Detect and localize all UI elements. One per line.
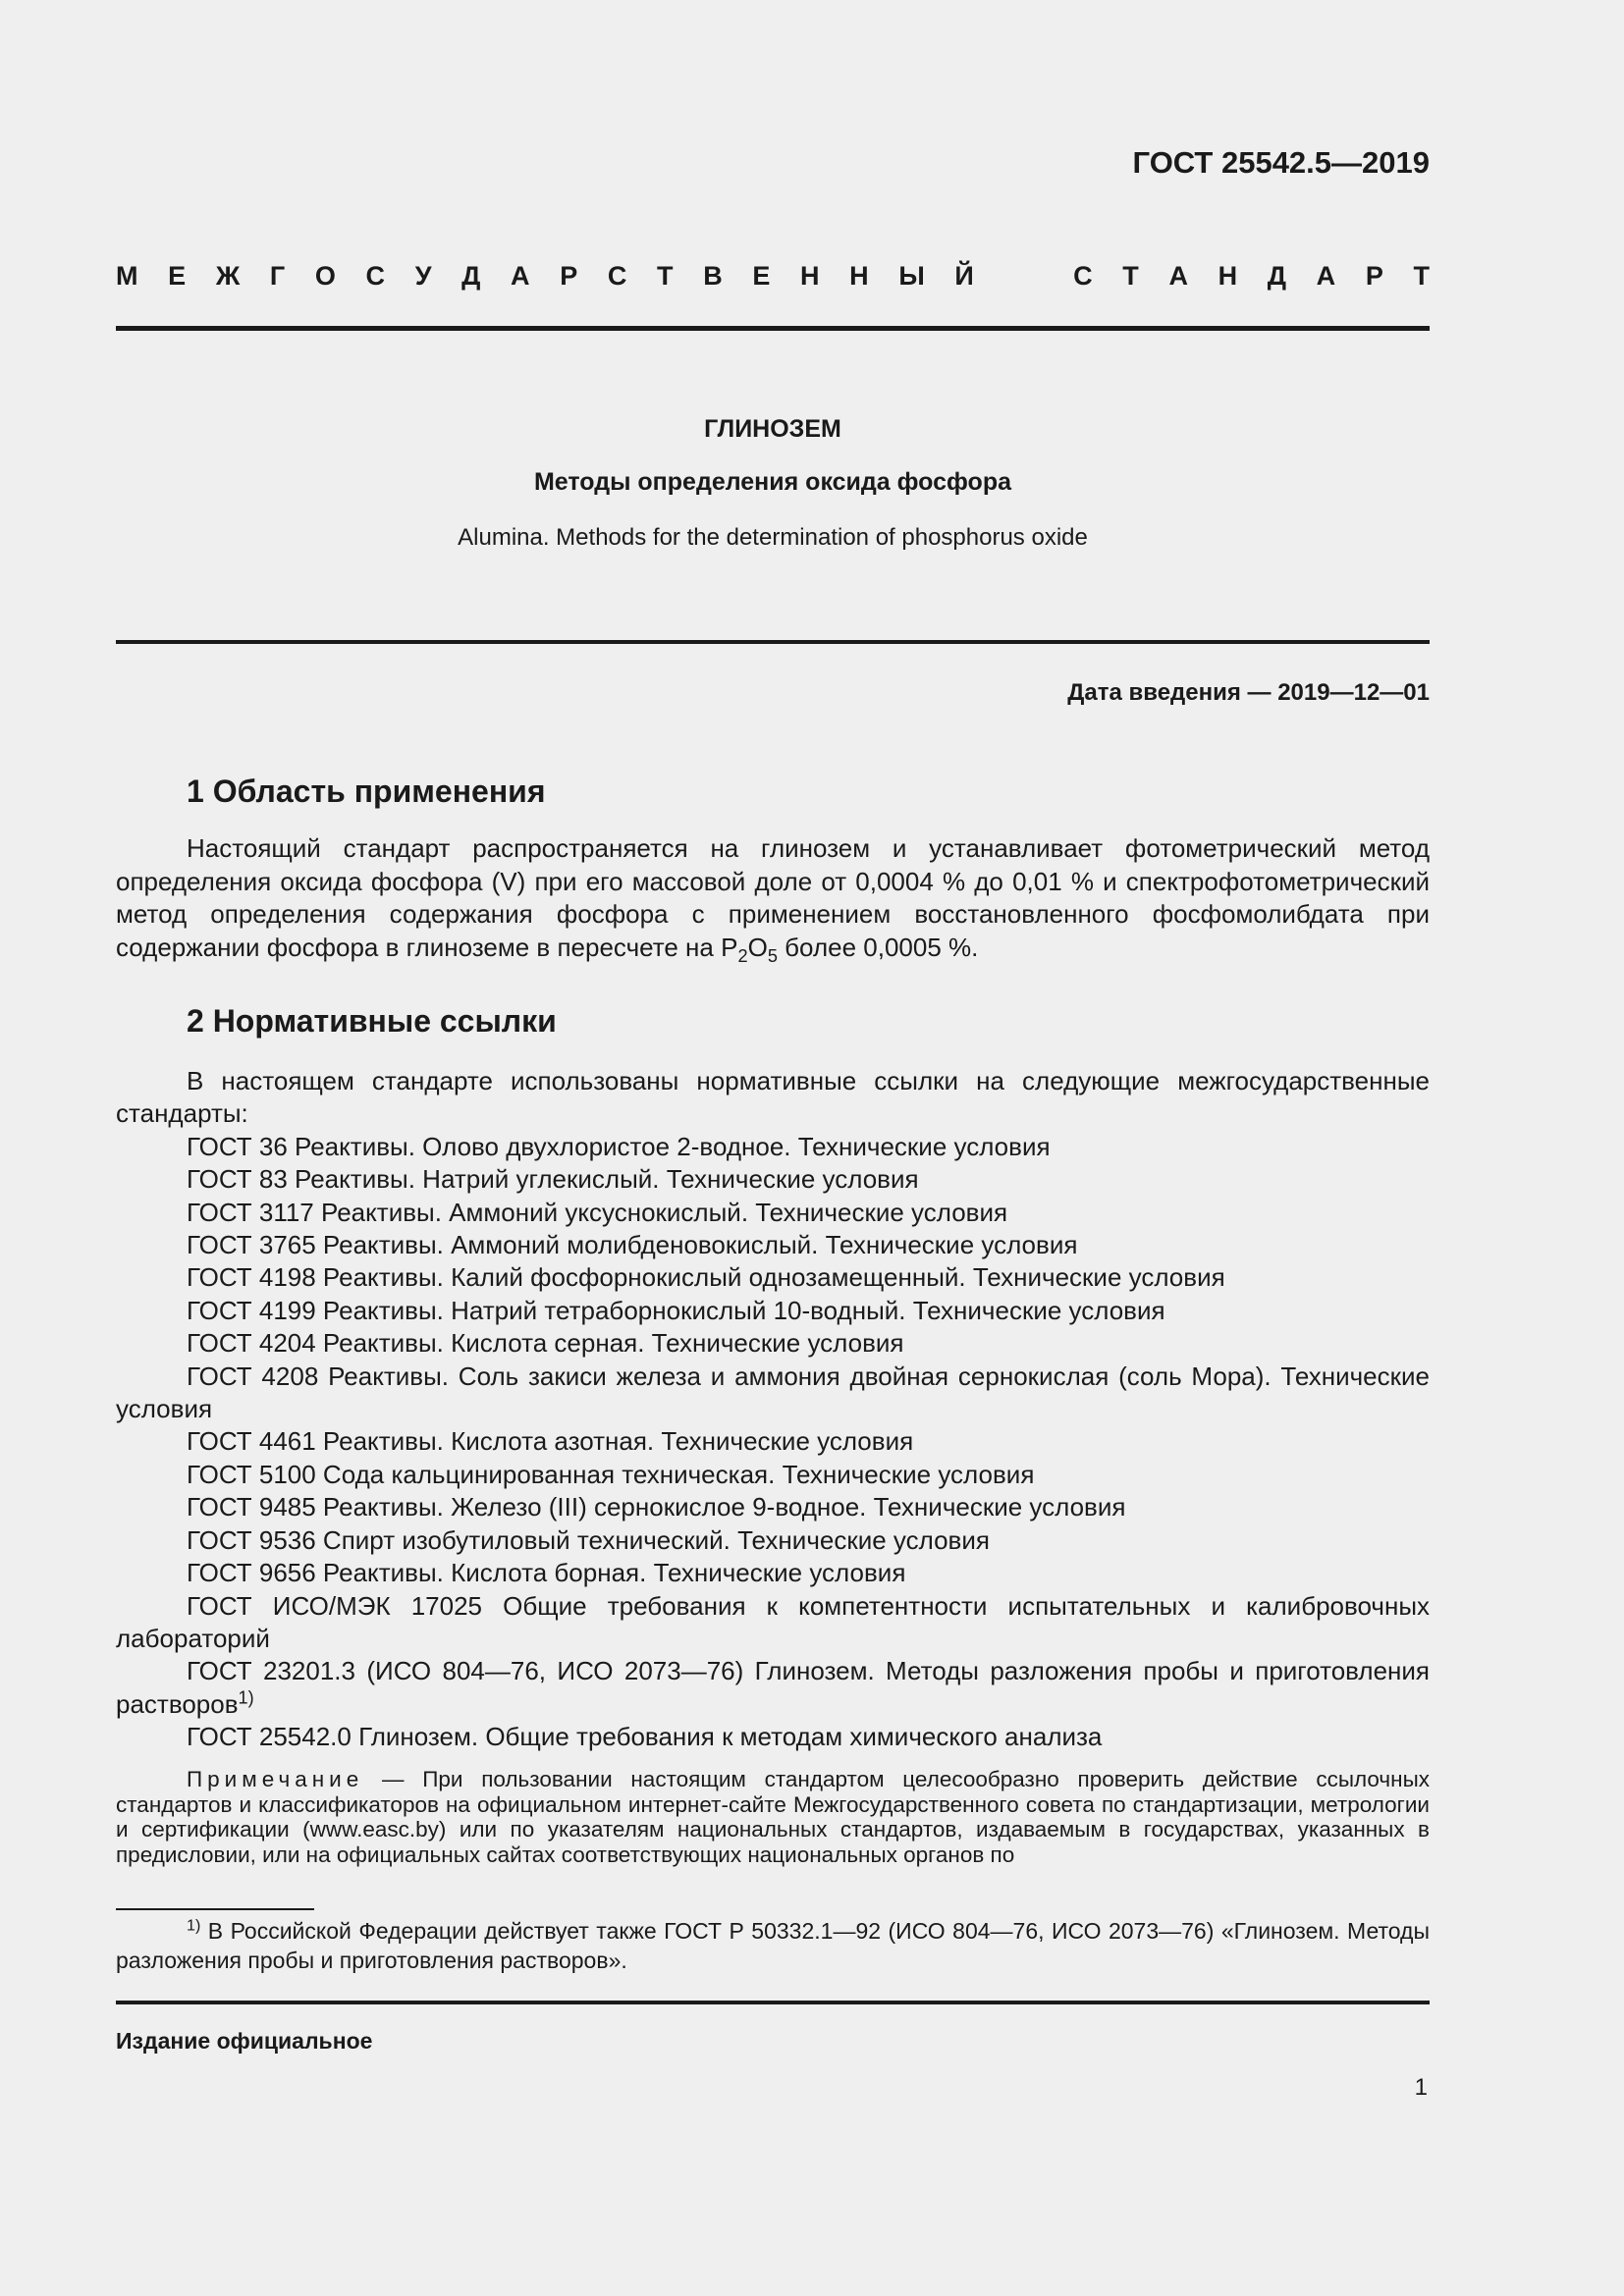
heading-letter: Й bbox=[954, 261, 974, 291]
footnote-mark: 1) bbox=[187, 1916, 201, 1935]
section-2-heading: 2 Нормативные ссылки bbox=[187, 1003, 557, 1039]
heading-letter: Е bbox=[752, 261, 771, 291]
reference-item: ГОСТ 9485 Реактивы. Железо (III) сернокислое 9-водное. Технические условия bbox=[187, 1492, 1126, 1522]
heading-letter: Ж bbox=[215, 261, 241, 291]
reference-item: ГОСТ 9656 Реактивы. Кислота борная. Технические условия bbox=[187, 1558, 906, 1588]
heading-letter: Н bbox=[1218, 261, 1238, 291]
reference-item: ГОСТ 25542.0 Глинозем. Общие требования к методам химического анализа bbox=[187, 1722, 1103, 1752]
header-rule bbox=[116, 326, 1430, 331]
introduction-date: Дата введения — 2019—12—01 bbox=[1067, 679, 1430, 706]
section-1-text: Настоящий стандарт распространяется на глинозем и устанавливает фотометрический метод определения оксида фосфора (V) при его массовой доле от 0,0004 % до 0,01 % и спектрофотометрический метод определения содержания фосфора с применением восстановленного фосфомолибдата при содержании фосфора в глиноземе в пересчете на P bbox=[116, 833, 1430, 962]
reference-item bbox=[116, 1655, 1430, 1721]
reference-23201-text: ГОСТ 23201.3 (ИСО 804—76, ИСО 2073—76) Глинозем. Методы разложения пробы и приготовления растворов bbox=[116, 1656, 1430, 1719]
gost-number: ГОСТ 25542.5—2019 bbox=[1132, 145, 1430, 180]
normative-references bbox=[116, 1065, 1430, 1754]
interstate-standard-heading bbox=[116, 261, 1430, 292]
heading-letter: А bbox=[1168, 261, 1188, 291]
heading-letter: М bbox=[116, 261, 138, 291]
section-1-paragraph bbox=[116, 832, 1430, 964]
heading-letter: Д bbox=[1267, 261, 1287, 291]
section-1-heading: 1 Область применения bbox=[187, 774, 546, 809]
heading-letter: С bbox=[1073, 261, 1093, 291]
reference-item: ГОСТ 3765 Реактивы. Аммоний молибденовокислый. Технические условия bbox=[187, 1230, 1078, 1260]
reference-item: ГОСТ 83 Реактивы. Натрий углекислый. Технические условия bbox=[187, 1164, 919, 1195]
footer-rule bbox=[116, 2001, 1430, 2004]
document-title: ГЛИНОЗЕМ bbox=[704, 415, 841, 443]
note-text: — При пользовании настоящим стандартом целесообразно проверить действие ссылочных стандартов и классификаторов на официальном интернет-сайте Межгосударственного совета по стандартизации, метрологии и сертификации (www.easc.by) или по указателям национальных стандартов, издаваемым в государствах, указанных в предисловии, или на официальных сайтах соответствующих национальных органов по bbox=[116, 1767, 1430, 1867]
heading-letter: С bbox=[365, 261, 386, 291]
heading-letter bbox=[1003, 261, 1043, 292]
note-label: Примечание bbox=[187, 1767, 364, 1791]
heading-letter: Е bbox=[168, 261, 187, 291]
heading-letter: Р bbox=[560, 261, 578, 291]
heading-letter: Ы bbox=[898, 261, 925, 291]
footnote-rule bbox=[116, 1908, 314, 1910]
footnote-text: В Российской Федерации действует также ГОСТ Р 50332.1—92 (ИСО 804—76, ИСО 2073—76) «Глинозем. Методы разложения пробы и приготовления растворов». bbox=[116, 1918, 1430, 1973]
page-number: 1 bbox=[1414, 2074, 1428, 2101]
formula-subscript-5: 5 bbox=[767, 945, 778, 966]
heading-letter: Н bbox=[800, 261, 820, 291]
reference-item: ГОСТ 5100 Сода кальцинированная техническая. Технические условия bbox=[187, 1459, 1035, 1489]
title-rule bbox=[116, 640, 1430, 644]
heading-letter: Т bbox=[1122, 261, 1139, 291]
reference-item: ГОСТ 4208 Реактивы. Соль закиси железа и аммония двойная сернокислая (соль Мора). Технические условия bbox=[116, 1361, 1430, 1424]
reference-item: ГОСТ 36 Реактивы. Олово двухлористое 2-водное. Технические условия bbox=[187, 1131, 1051, 1161]
heading-letter: Д bbox=[461, 261, 481, 291]
reference-item: ГОСТ 4198 Реактивы. Калий фосфорнокислый однозамещенный. Технические условия bbox=[187, 1262, 1225, 1293]
heading-letter: О bbox=[314, 261, 336, 291]
heading-letter: Т bbox=[657, 261, 674, 291]
heading-letter: В bbox=[703, 261, 723, 291]
heading-letter: Н bbox=[849, 261, 869, 291]
heading-letter: С bbox=[607, 261, 627, 291]
formula-subscript-2: 2 bbox=[737, 945, 748, 966]
heading-letter: Г bbox=[269, 261, 286, 291]
section-1-text-end: более 0,0005 %. bbox=[777, 932, 979, 962]
heading-letter: А bbox=[511, 261, 530, 291]
reference-list bbox=[116, 1131, 1430, 1656]
heading-letter: Р bbox=[1365, 261, 1383, 291]
document-title-english: Alumina. Methods for the determination of phosphorus oxide bbox=[458, 524, 1088, 551]
heading-letter: А bbox=[1316, 261, 1336, 291]
footnote bbox=[116, 1916, 1430, 1975]
heading-letter: У bbox=[414, 261, 432, 291]
footnote-marker: 1) bbox=[238, 1687, 254, 1708]
reference-item: ГОСТ 4199 Реактивы. Натрий тетраборнокислый 10-водный. Технические условия bbox=[187, 1295, 1165, 1325]
reference-item: ГОСТ 3117 Реактивы. Аммоний уксуснокислый. Технические условия bbox=[187, 1197, 1008, 1227]
reference-item: ГОСТ ИСО/МЭК 17025 Общие требования к компетентности испытательных и калибровочных лабораторий bbox=[116, 1590, 1430, 1653]
reference-item: ГОСТ 4461 Реактивы. Кислота азотная. Технические условия bbox=[187, 1426, 914, 1457]
document-subtitle: Методы определения оксида фосфора bbox=[533, 468, 1012, 496]
reference-item: ГОСТ 4204 Реактивы. Кислота серная. Технические условия bbox=[187, 1328, 904, 1359]
reference-item: ГОСТ 9536 Спирт изобутиловый технический. Технические условия bbox=[187, 1524, 990, 1555]
references-intro: В настоящем стандарте использованы нормативные ссылки на следующие межгосударственные стандарты: bbox=[116, 1066, 1430, 1129]
note-paragraph bbox=[116, 1767, 1430, 1867]
edition-label: Издание официальное bbox=[116, 2028, 373, 2054]
formula-oxygen: O bbox=[747, 932, 768, 962]
heading-letter: Т bbox=[1413, 261, 1430, 291]
